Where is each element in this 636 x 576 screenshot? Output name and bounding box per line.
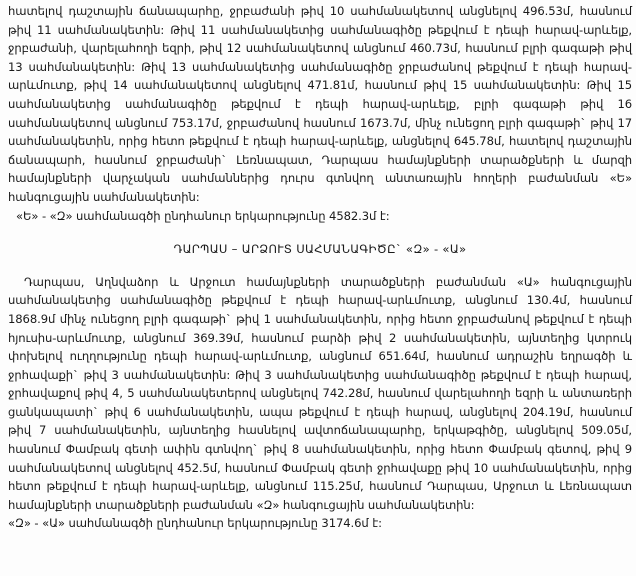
section1-paragraph: հատելով դաշտային ճանապարհը, ջրբաժանի թիվ 10 սահմանակետով անցնելով 496.53մ, հասնում թիվ 11 սահմանակետին: Թիվ 11 սահմանակետից սահմանագիծը թեքվում է դեպի հարավ-արևելք, ջրբաժանի, վարելահողի եզրի, թիվ 12 սահմանակետով անցնում 460.73մ, հասնում բլրի գագաթի թիվ 13 սահմանակետին: Թիվ 13 սահմանակետից սահմանագիծը ջրբաժանով թեքվում է դեպի հարավ-արևմուտք, թիվ 14 սահմանակետով անցնելով 471.81մ, հասնում թիվ 15 սահմանակետին: Թիվ 15 սահմանակետից սահմանագիծը թեքվում է դեպի հարավ-արևելք, բլրի գագաթի թիվ 16 սահմանակետով անցնում 753.17մ, ջրբաժանով հասնում 1673.7մ, մինչ ունեցող բլրի գագաթի` թիվ 17 սահմանակետին, որից հետո թեքվում է դեպի հարավ-արևելք, անցնելով 645.78մ, հատելով դաշտային ճանապարհ, հասնում ջրբաժանի` Լեռնապատ, Դարպաս համայնքների տարածքների և մարզի համայնքների վարչական սահմաններից դուրս գտնվող անտառային հողերի բաժանման «Ե» հանգուցային սահմանակետին:	[8, 4, 632, 204]
section2-heading: ԴԱՐՊԱՍ – ԱՐՁՈՒՏ ՍԱՀՄԱՆԱԳԻԾԸ` «Զ» - «Ա»	[173, 242, 467, 257]
section1-total-length: «Ե» - «Զ» սահմանագծի ընդհանուր երկարությունը 4582.3մ է:	[16, 208, 390, 223]
section2-paragraph: Դարպաս, Աղնվաձոր և Արջուտ համայնքների տարածքների բաժանման «Ա» հանգուցային սահմանակետից սահմանագիծը թեքվում է դեպի հարավ-արևմուտք, անցնում 130.4մ, հասնում 1868.9մ մինչ ունեցող բլրի գագաթի` թիվ 1 սահմանակետին, որից հետո ջրբաժանով թեքվում է դեպի հյուսիս-արևմուտք, անցնում 369.39մ, հասնում բարձի թիվ 2 սահմանակետին, այնտեղից կտրուկ փոխելով ուղղությունը դեպի հարավ-արևմուտք, անցնում 651.64մ, հասնում ադրաշին եղրագծի և ջրհավաքի` թիվ 3 սահմանակետին: Թիվ 3 սահմանակետից սահմանագիծը թեքվում է դեպի հարավ, ջրհավաքով թիվ 4, 5 սահմանակետերով անցնելով 742.28մ, հասնում վարելահողի եզրի և անտառերի ցանկապատի` թիվ 6 սահմանակետին, ապա թեքվում է դեպի հարավ, անցնելով 204.19մ, հասնում թիվ 7 սահմանակետին, այնտեղից հասնելով ավտոճանապարհը, երկաթգիծը, անցնելով 509.05մ, հասնում Փամբակ գետի ափին գտնվող` թիվ 8 սահմանակետին, որից հետո Փամբակ գետով, թիվ 9 սահմանակետով անցնելով 452.5մ, հասնում Փամբակ գետի ջրհավաքը թիվ 10 սահմանակետին, որից հետո թեքվում է դեպի հարավ-արևելք, անցնում 115.25մ, հասնում Դարպաս, Արջուտ և Լեռնապատ համայնքների տարածքների բաժանման «Զ» հանգուցային սահմանակետին:	[8, 274, 632, 512]
section2-total-length: «Զ» - «Ա» սահմանագծի ընդհանուր երկարությունը 3174.6մ է:	[8, 516, 382, 531]
